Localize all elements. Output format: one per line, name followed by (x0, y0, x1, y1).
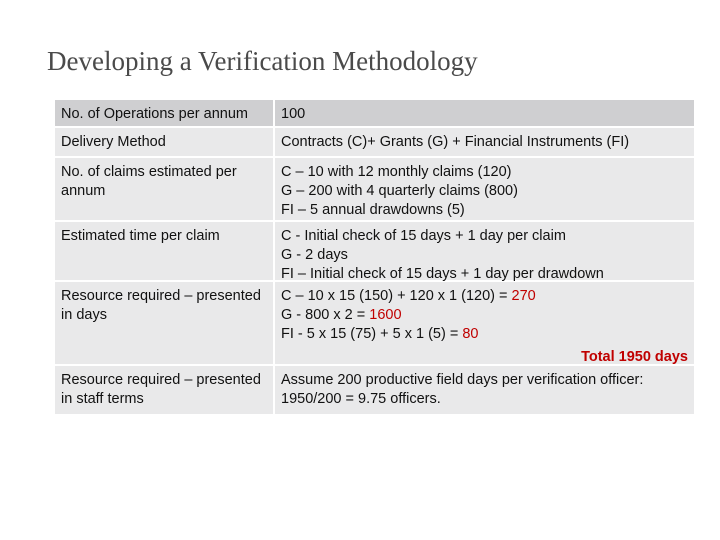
calc-line-contracts: C – 10 x 15 (150) + 120 x 1 (120) = 270 (281, 288, 536, 304)
value-line: 1950/200 = 9.75 officers. (281, 391, 441, 407)
value-line: FI – 5 annual drawdowns (5) (281, 202, 465, 218)
value-line: FI – Initial check of 15 days + 1 day per drawdown (281, 266, 604, 282)
row-value-claims-per-annum (275, 158, 694, 222)
value-line: Contracts (C)+ Grants (G) + Financial Instruments (FI) (281, 134, 630, 150)
methodology-table (55, 100, 694, 416)
calc-line-fi: FI - 5 x 15 (75) + 5 x 1 (5) = 80 (281, 326, 479, 342)
row-label-claims-per-annum: No. of claims estimated per annum (55, 158, 275, 222)
value-line: C – 10 with 12 monthly claims (120) (281, 164, 512, 180)
slide-title: Developing a Verification Methodology (47, 46, 478, 76)
row-label-time-per-claim: Estimated time per claim (55, 222, 275, 282)
total-days: Total 1950 days (581, 349, 688, 365)
result-value: 270 (511, 288, 536, 304)
row-label-delivery-method: Delivery Method (55, 128, 275, 158)
row-value-time-per-claim (275, 222, 694, 282)
value-line: Assume 200 productive field days per verification officer: (281, 372, 644, 388)
value-line: 100 (281, 106, 306, 122)
value-line: G - 2 days (281, 247, 348, 263)
row-value-resource-staff (275, 366, 694, 416)
result-value: 1600 (369, 307, 402, 323)
row-label-resource-days: Resource required – presented in days (55, 282, 275, 366)
value-line: C - Initial check of 15 days + 1 day per claim (281, 228, 566, 244)
row-label-operations: No. of Operations per annum (55, 100, 275, 128)
row-value-operations (275, 100, 694, 128)
row-value-resource-days (275, 282, 694, 366)
row-label-resource-staff: Resource required – presented in staff terms (55, 366, 275, 416)
result-value: 80 (462, 326, 479, 342)
row-value-delivery-method (275, 128, 694, 158)
calc-line-grants: G - 800 x 2 = 1600 (281, 307, 402, 323)
value-line: G – 200 with 4 quarterly claims (800) (281, 183, 518, 199)
